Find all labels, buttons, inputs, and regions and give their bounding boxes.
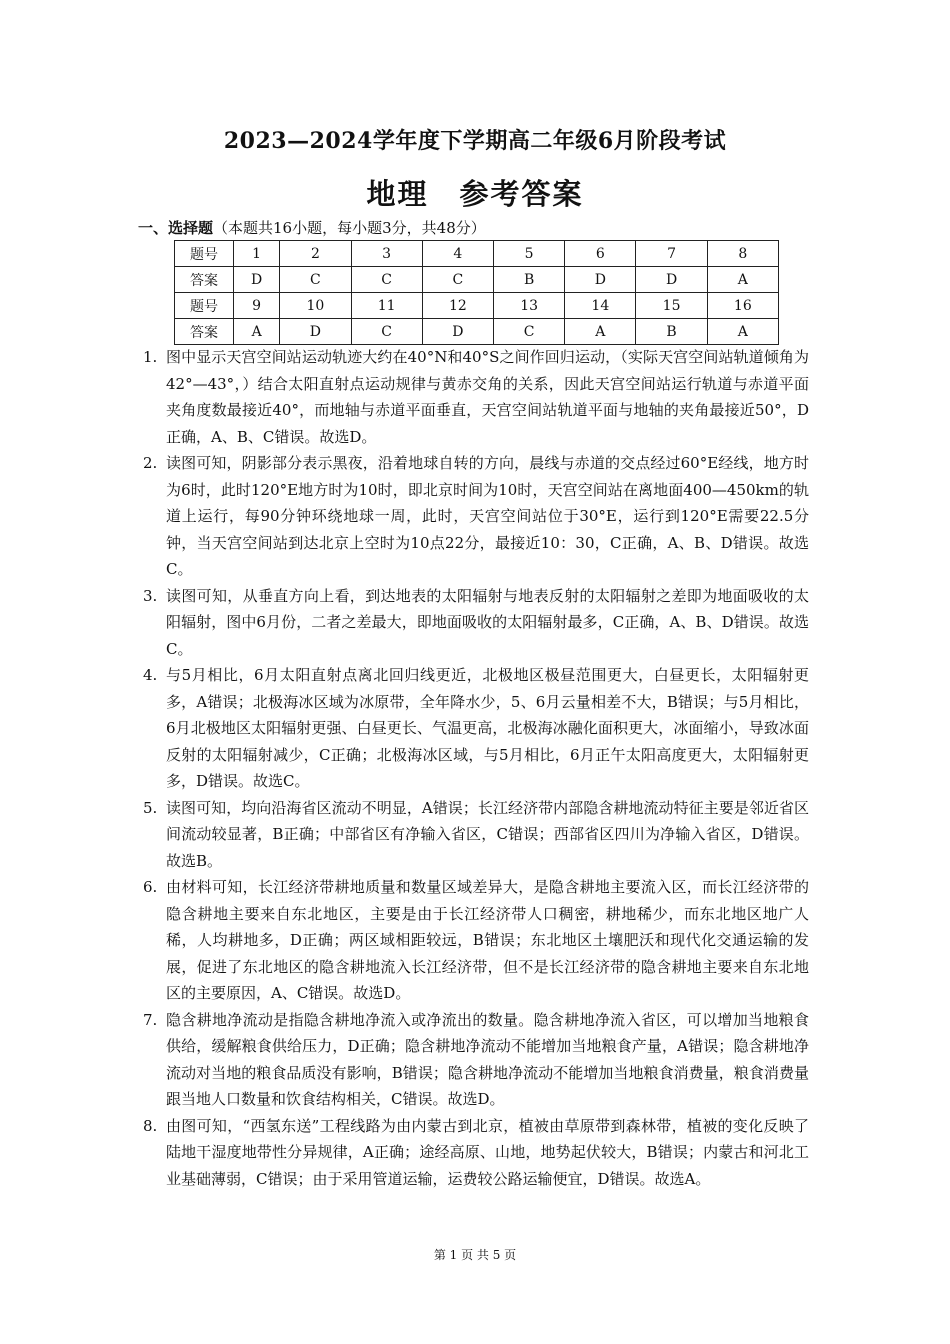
row-label: 答案 [175, 319, 234, 345]
table-cell: 12 [422, 293, 493, 319]
table-cell: C [351, 267, 422, 293]
explanation-item [143, 874, 809, 1007]
explanation-item [143, 450, 809, 583]
table-cell: 8 [707, 241, 778, 267]
table-cell: 9 [234, 293, 280, 319]
table-cell: D [422, 319, 493, 345]
table-cell: D [234, 267, 280, 293]
row-label: 答案 [175, 267, 234, 293]
question-number: 3. [143, 586, 158, 605]
section-heading [138, 219, 486, 237]
row-label: 题号 [175, 241, 234, 267]
explanation-text: 由图可知，“西氢东送”工程线路为由内蒙古到北京，植被由草原带到森林带，植被的变化反映了陆地干湿度地带性分异规律，A正确；途经高原、山地，地势起伏较大，B错误；内蒙古和河北工业基础薄弱，C错误；由于采用管道运输，运费较公路运输便宜，D错误。故选A。 [166, 1116, 809, 1188]
table-cell: 13 [493, 293, 564, 319]
table-cell: 11 [351, 293, 422, 319]
table-cell: 4 [422, 241, 493, 267]
exam-title: 2023—2024学年度下学期高二年级6月阶段考试 [223, 128, 727, 154]
explanation-text: 读图可知，从垂直方向上看，到达地表的太阳辐射与地表反射的太阳辐射之差即为地面吸收的太阳辐射，图中6月份，二者之差最大，即地面吸收的太阳辐射最多，C正确，A、B、D错误。故选C。 [166, 586, 809, 658]
page-number-footer: 第 1 页 共 5 页 [433, 1248, 517, 1262]
table-cell: A [565, 319, 636, 345]
table-cell: A [707, 319, 778, 345]
explanation-text: 隐含耕地净流动是指隐含耕地净流入或净流出的数量。隐含耕地净流入省区，可以增加当地粮食供给，缓解粮食供给压力，D正确；隐含耕地净流动不能增加当地粮食产量，A错误；隐含耕地净流动对当地的粮食品质没有影响，B错误；隐含耕地净流动不能增加当地粮食消费量，粮食消费量跟当地人口数量和饮食结构相关，C错误。故选D。 [166, 1010, 809, 1108]
section-note: （本题共16小题，每小题3分，共48分） [213, 219, 486, 237]
explanation-item [143, 795, 809, 875]
table-cell: 15 [636, 293, 707, 319]
table-cell: D [565, 267, 636, 293]
table-cell: 14 [565, 293, 636, 319]
explanation-item [143, 1007, 809, 1113]
table-cell: 16 [707, 293, 778, 319]
explanation-text: 图中显示天宫空间站运动轨迹大约在40°N和40°S之间作回归运动，（实际天宫空间站轨道倾角为42°—43°，）结合太阳直射点运动规律与黄赤交角的关系，因此天宫空间站运行轨道与赤道平面夹角度数最接近40°，而地轴与赤道平面垂直，天宫空间站轨道平面与地轴的夹角最接近50°，D正确，A、B、C错误。故选D。 [166, 348, 809, 446]
table-cell: B [636, 319, 707, 345]
question-number: 8. [143, 1116, 158, 1135]
table-cell: 7 [636, 241, 707, 267]
table-cell: D [636, 267, 707, 293]
explanation-text: 由材料可知，长江经济带耕地质量和数量区域差异大，是隐含耕地主要流入区，而长江经济带的隐含耕地主要来自东北地区，主要是由于长江经济带人口稠密，耕地稀少，而东北地区地广人稀，人均耕地多，D正确；两区域相距较远，B错误；东北地区土壤肥沃和现代化交通运输的发展，促进了东北地区的隐含耕地流入长江经济带，但不是长江经济带的隐含耕地主要来自东北地区的主要原因，A、C错误。故选D。 [166, 878, 809, 1002]
table-cell: 6 [565, 241, 636, 267]
subject-title: 地理 参考答案 [366, 177, 584, 211]
explanation-text: 读图可知，均向沿海省区流动不明显，A错误；长江经济带内部隐含耕地流动特征主要是邻近省区间流动较显著，B正确；中部省区有净输入省区，C错误；西部省区四川为净输入省区，D错误。故选B。 [166, 798, 809, 870]
explanation-text: 与5月相比，6月太阳直射点离北回归线更近，北极地区极昼范围更大，白昼更长，太阳辐射更多，A错误；北极海冰区域为冰原带，全年降水少，5、6月云量相差不大，B错误；与5月相比，6月北极地区太阳辐射更强、白昼更长、气温更高，北极海冰融化面积更大，冰面缩小，导致冰面反射的太阳辐射减少，C正确；北极海冰区域，与5月相比，6月正午太阳高度更大，太阳辐射更多，D错误。故选C。 [166, 666, 809, 790]
question-number: 5. [143, 798, 158, 817]
explanation-item [143, 583, 809, 663]
explanation-item [143, 344, 809, 450]
table-cell: A [234, 319, 280, 345]
explanation-text: 读图可知，阴影部分表示黑夜，沿着地球自转的方向，晨线与赤道的交点经过60°E经线，地方时为6时，此时120°E地方时为10时，即北京时间为10时，天宫空间站在离地面400—450km的轨道上运行，每90分钟环绕地球一周，此时，天宫空间站位于30°E，运行到120°E需要22.5分钟，当天宫空间站到达北京上空时为10点22分，最接近10：30，C正确，A、B、D错误。故选C。 [166, 454, 809, 578]
table-row [175, 241, 779, 267]
table-cell: B [493, 267, 564, 293]
table-cell: A [707, 267, 778, 293]
table-row [175, 267, 779, 293]
question-number: 7. [143, 1010, 158, 1029]
table-cell: C [493, 319, 564, 345]
question-number: 6. [143, 878, 158, 896]
table-cell: C [280, 267, 351, 293]
explanation-item [143, 662, 809, 795]
explanation-list [143, 344, 809, 1192]
table-cell: 3 [351, 241, 422, 267]
table-cell: 10 [280, 293, 351, 319]
question-number: 4. [143, 666, 158, 684]
table-row [175, 319, 779, 345]
table-cell: C [422, 267, 493, 293]
table-cell: 2 [280, 241, 351, 267]
table-cell: 5 [493, 241, 564, 267]
table-cell: C [351, 319, 422, 345]
explanation-item [143, 1113, 809, 1193]
row-label: 题号 [175, 293, 234, 319]
table-cell: 1 [234, 241, 280, 267]
table-cell: D [280, 319, 351, 345]
question-number: 2. [143, 454, 158, 472]
section-label: 一、选择题 [138, 219, 214, 237]
question-number: 1. [143, 348, 158, 366]
table-row [175, 293, 779, 319]
answer-table [174, 240, 779, 345]
